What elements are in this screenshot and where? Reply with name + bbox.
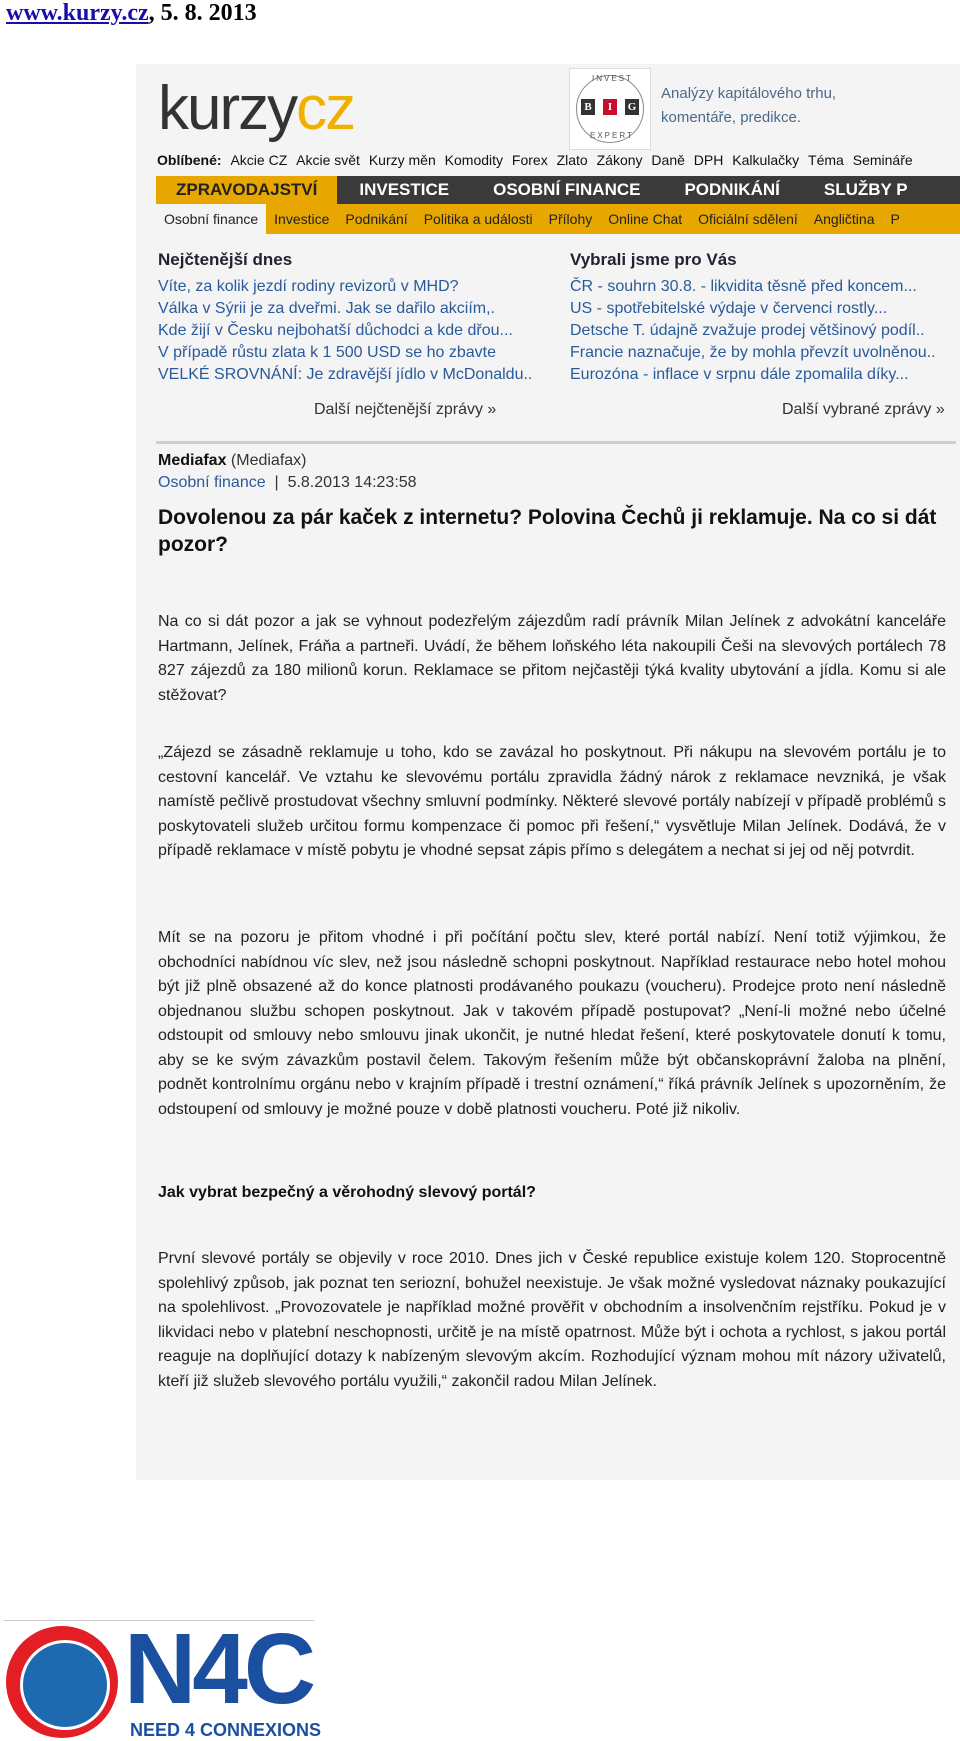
n4c-wordmark: N4C xyxy=(124,1613,313,1725)
fav-link[interactable]: Forex xyxy=(511,152,548,168)
picked-link[interactable]: Detsche T. údajně zvažuje prodej většinový podíl.. xyxy=(570,322,925,339)
sub-nav-item-prilohy[interactable]: Přílohy xyxy=(548,211,593,227)
main-nav-item-sluzby[interactable]: SLUŽBY P xyxy=(823,180,908,199)
sub-nav-item-anglictina[interactable]: Angličtina xyxy=(813,211,875,227)
fav-link[interactable]: DPH xyxy=(693,152,724,168)
sub-nav-item-more[interactable]: P xyxy=(890,211,900,227)
article-paragraph-2: „Zájezd se zásadně reklamuje u toho, kdo se zavázal ho poskytnout. Při nákupu na slevovém portálu je to cestovní kancelář. Ve vztahu ke slevovému portálu zpravidla žádný nárok z reklamace nevzniká, je však namístě pečlivě prostudovat všechny smluvní podmínky. Některé slevové portály nabízejí v případě problémů s poskytovateli služeb určitou formu kompenzace či pomoc při řešení,“ vysvětluje Milan Jelínek. Dodává, že v případě reklamace v místě pobytu je vhodné sepsat zápis přímo s delegátem a nechat si jej od něj potvrdit. xyxy=(158,744,946,859)
picked-more-link[interactable]: Další vybrané zprávy » xyxy=(782,401,945,418)
main-nav-item-podnikani[interactable]: PODNIKÁNÍ xyxy=(684,180,780,199)
article-paragraph-1: Na co si dát pozor a jak se vyhnout podezřelým zájezdům radí právník Milan Jelínek z advokátní kanceláře Hartmann, Jelínek, Fráňa a partneři. Uvádí, že během loňského léta nakoupili Češi na slevových portálech 78 827 zájezdů za 180 milionů korun. Reklamace se přitom nejčastěji týká kvality ubytování a jídla. Komu si ale stěžovat? xyxy=(158,613,946,704)
sub-nav-item-podnikani[interactable]: Podnikání xyxy=(345,211,408,227)
picked-link[interactable]: US - spotřebitelské výdaje v červenci rostly... xyxy=(570,300,888,317)
main-nav xyxy=(156,176,960,204)
tagline: Analýzy kapitálového trhu, komentáře, predikce. xyxy=(661,85,837,126)
badge-letter-g: G xyxy=(625,99,639,115)
main-nav-item-zpravodajstvi[interactable]: ZPRAVODAJSTVÍ xyxy=(156,176,337,204)
most-read-title: Nejčtenější dnes xyxy=(158,250,293,269)
article-category-link[interactable]: Osobní finance xyxy=(158,474,266,491)
document-header xyxy=(6,0,257,27)
fav-link[interactable]: Téma xyxy=(808,152,844,168)
main-nav-item-investice[interactable]: INVESTICE xyxy=(359,180,450,199)
fav-link[interactable]: Kalkulačky xyxy=(732,152,800,168)
kurzy-logo[interactable]: kurzycz xyxy=(158,74,355,143)
sub-nav-item-politika[interactable]: Politika a události xyxy=(423,211,533,227)
picked-link[interactable]: Francie naznačuje, že by mohla převzít uvolněnou.. xyxy=(570,344,936,361)
big-invest-expert-badge[interactable] xyxy=(569,68,651,150)
article-source: Mediafax xyxy=(158,452,227,469)
favorites-label: Oblíbené: xyxy=(157,152,222,168)
sub-nav-item-investice[interactable]: Investice xyxy=(274,211,330,227)
n4c-tagline: NEED 4 CONNEXIONS xyxy=(130,1720,322,1740)
badge-top-text: INVEST xyxy=(592,74,633,83)
fav-link[interactable]: Zákony xyxy=(596,152,643,168)
article-source-paren: (Mediafax) xyxy=(226,452,307,469)
badge-letter-i: I xyxy=(603,99,617,115)
globe-icon xyxy=(6,1626,118,1738)
section-divider xyxy=(156,441,956,444)
most-read-link[interactable]: VELKÉ SROVNÁNÍ: Je zdravější jídlo v McDonaldu.. xyxy=(158,366,533,383)
picked-link[interactable]: Eurozóna - inflace v srpnu dále zpomalila díky... xyxy=(570,366,909,383)
fav-link[interactable]: Daně xyxy=(651,152,685,168)
most-read-link[interactable]: V případě růstu zlata k 1 500 USD se ho zbavte xyxy=(158,344,496,361)
sub-nav-item-osobni-finance[interactable]: Osobní finance xyxy=(156,204,266,234)
sub-nav-item-online-chat[interactable]: Online Chat xyxy=(608,211,683,227)
article-datetime: 5.8.2013 14:23:58 xyxy=(287,474,417,491)
article-paragraph-4: První slevové portály se objevily v roce 2010. Dnes jich v České republice existuje kolem 120. Stoprocentně spolehlivý způsob, jak poznat ten seriozní, bohužel neexistuje. Je však možné vysledovat náznaky poukazující na spolehlivost. „Provozovatele je například možné prověřit v obchodním a insolvenčním rejstříku. Pokud je v likvidaci nebo v platební neschopnosti, určitě je na místě opatrnost. Může být i ochota a rychlost, s jakou portál reaguje na doplňující dotazy k nabízeným slevovým akcím. Rozhodující význam mohou mít názory uživatelů, kteří již služeb slevového portálu využili,“ zakončil radou Milan Jelínek. xyxy=(158,1250,946,1390)
source-url-link[interactable]: www.kurzy.cz xyxy=(6,0,149,26)
article-screenshot xyxy=(136,64,960,1480)
most-read-more-link[interactable]: Další nejčtenější zprávy » xyxy=(314,401,497,418)
article-subheading: Jak vybrat bezpečný a věrohodný slevový portál? xyxy=(158,1184,536,1201)
article-title: Dovolenou za pár kaček z internetu? Polovina Čechů ji reklamuje. Na co si dát pozor? xyxy=(158,506,937,556)
favorites-bar xyxy=(157,152,913,168)
picked-link[interactable]: ČR - souhrn 30.8. - likvidita těsně před koncem... xyxy=(570,278,917,295)
most-read-link[interactable]: Víte, za kolik jezdí rodiny revizorů v MHD? xyxy=(158,278,459,295)
document-date: , 5. 8. 2013 xyxy=(148,0,257,26)
meta-separator: | xyxy=(265,474,288,491)
fav-link[interactable]: Akcie svět xyxy=(296,152,360,168)
picked-box xyxy=(570,250,936,386)
most-read-link[interactable]: Kde žijí v Česku nejbohatší důchodci a kde dřou... xyxy=(158,322,513,339)
sub-nav-item-oficialni-sdeleni[interactable]: Oficiální sdělení xyxy=(698,211,798,227)
fav-link[interactable]: Zlato xyxy=(556,152,588,168)
most-read-link[interactable]: Válka v Sýrii je za dveřmi. Jak se dařilo akciím,. xyxy=(158,300,495,317)
fav-link[interactable]: Semináře xyxy=(852,152,913,168)
fav-link[interactable]: Komodity xyxy=(444,152,504,168)
most-read-box xyxy=(158,250,533,386)
n4c-logo xyxy=(4,1613,324,1741)
picked-title: Vybrali jsme pro Vás xyxy=(570,250,737,269)
article-paragraph-3: Mít se na pozoru je přitom vhodné i při počítání počtu slev, které portál nabízí. Není totiž výjimkou, že obchodníci nabídnou víc slev, než jsou následně schopni poskytnout. Například restaurace nebo hotel mohou být již plně obsazené až do konce platnosti prodávaného poukazu (voucheru). Prodejce proto není následně objednanou službu schopen poskytnout. Jak v takovém případě postupovat? „Není-li možné nebo účelné odstoupit od smlouvy nebo smlouvu jinak ukončit, je nutné hledat řešení, které poskytovatele donutí k tomu, aby se ke svým závazkům postavil čelem. Takovým řešením může být občanskoprávní žaloba na plnění, podnět kontrolnímu orgánu nebo v krajním případě i trestní oznámení,“ říká právník Jelínek s upozorněním, že odstoupení od smlouvy je možné pouze v době platnosti voucheru. Poté již nikoliv. xyxy=(158,929,946,1118)
article-meta xyxy=(158,450,417,494)
fav-link[interactable]: Kurzy měn xyxy=(368,152,436,168)
main-nav-item-osobni-finance[interactable]: OSOBNÍ FINANCE xyxy=(493,180,641,199)
badge-letter-b: B xyxy=(581,99,595,115)
badge-bottom-text: EXPERT xyxy=(590,131,634,140)
fav-link[interactable]: Akcie CZ xyxy=(230,152,288,168)
sub-nav xyxy=(156,204,960,234)
